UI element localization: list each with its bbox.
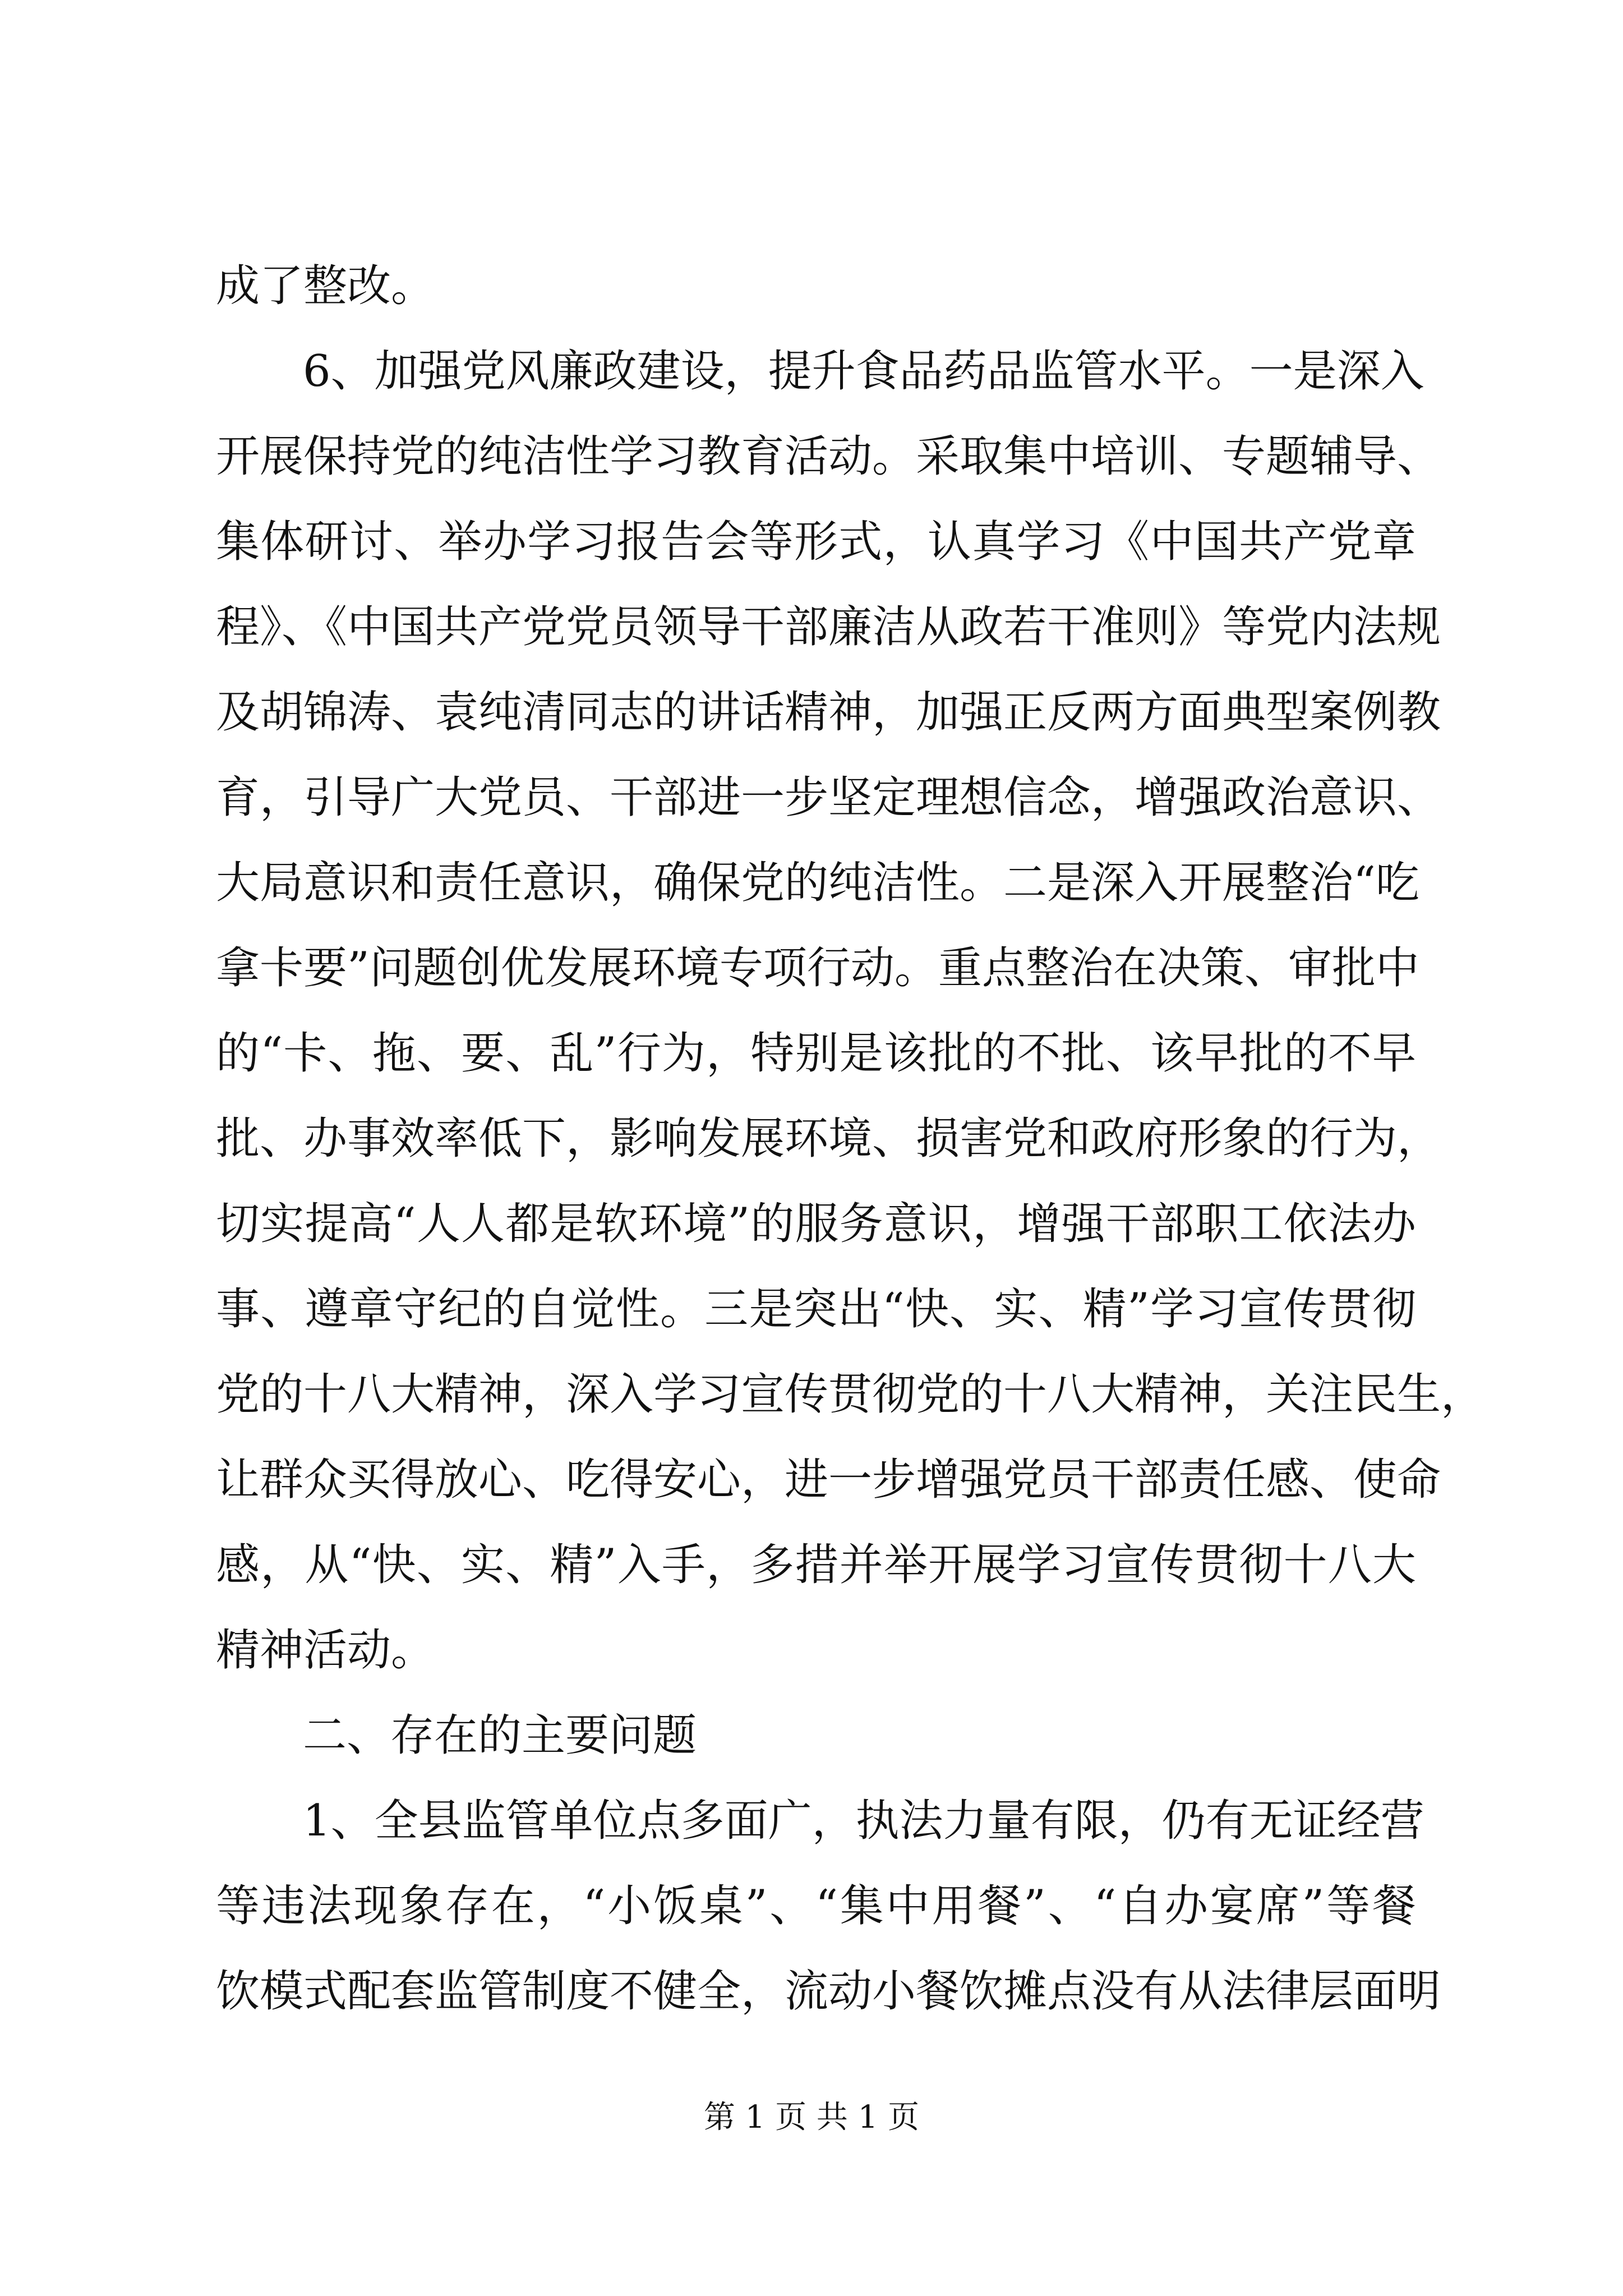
page-footer: 第 1 页 共 1 页 (703, 2099, 920, 2136)
text-line: 让群众买得放心、吃得安心，进一步增强党员干部责任感、使命 (216, 1455, 1441, 1505)
text-line: 批、办事效率低下，影响发展环境、损害党和政府形象的行为， (216, 1114, 1441, 1164)
text-line: 程》、《中国共产党党员领导干部廉洁从政若干准则》等党内法规 (216, 602, 1441, 652)
text-line: 的“卡、拖、要、乱”行为，特别是该批的不批、该早批的不早 (216, 1028, 1416, 1079)
text-line: 开展保持党的纯洁性学习教育活动。采取集中培训、专题辅导、 (216, 431, 1441, 482)
text-line: 事、遵章守纪的自觉性。三是突出“快、实、精”学习宣传贯彻 (216, 1284, 1416, 1335)
text-line: 大局意识和责任意识，确保党的纯洁性。二是深入开展整治“吃 (216, 858, 1419, 908)
text-line: 等违法现象存在，“小饭桌”、“集中用餐”、“自办宴席”等餐 (216, 1881, 1416, 1931)
text-line: 成了整改。 (216, 261, 435, 311)
text-line: 精神活动。 (216, 1625, 435, 1676)
text-line: 饮模式配套监管制度不健全，流动小餐饮摊点没有从法律层面明 (216, 1966, 1441, 2017)
text-line: 切实提高“人人都是软环境”的服务意识，增强干部职工依法办 (216, 1199, 1416, 1249)
text-line: 1、全县监管单位点多面广，执法力量有限，仍有无证经营 (303, 1796, 1424, 1846)
section-heading: 二、存在的主要问题 (303, 1710, 697, 1761)
text-line: 感，从“快、实、精”入手，多措并举开展学习宣传贯彻十八大 (216, 1540, 1416, 1590)
text-line: 集体研讨、举办学习报告会等形式，认真学习《中国共产党章 (216, 517, 1416, 567)
text-line: 育，引导广大党员、干部进一步坚定理想信念，增强政治意识、 (216, 772, 1441, 823)
text-line: 拿卡要”问题创优发展环境专项行动。重点整治在决策、审批中 (216, 943, 1419, 993)
text-line: 6、加强党风廉政建设，提升食品药品监管水平。一是深入 (303, 346, 1424, 397)
text-line: 及胡锦涛、袁纯清同志的讲话精神，加强正反两方面典型案例教 (216, 687, 1441, 738)
text-line: 党的十八大精神，深入学习宣传贯彻党的十八大精神，关注民生， (216, 1369, 1485, 1420)
